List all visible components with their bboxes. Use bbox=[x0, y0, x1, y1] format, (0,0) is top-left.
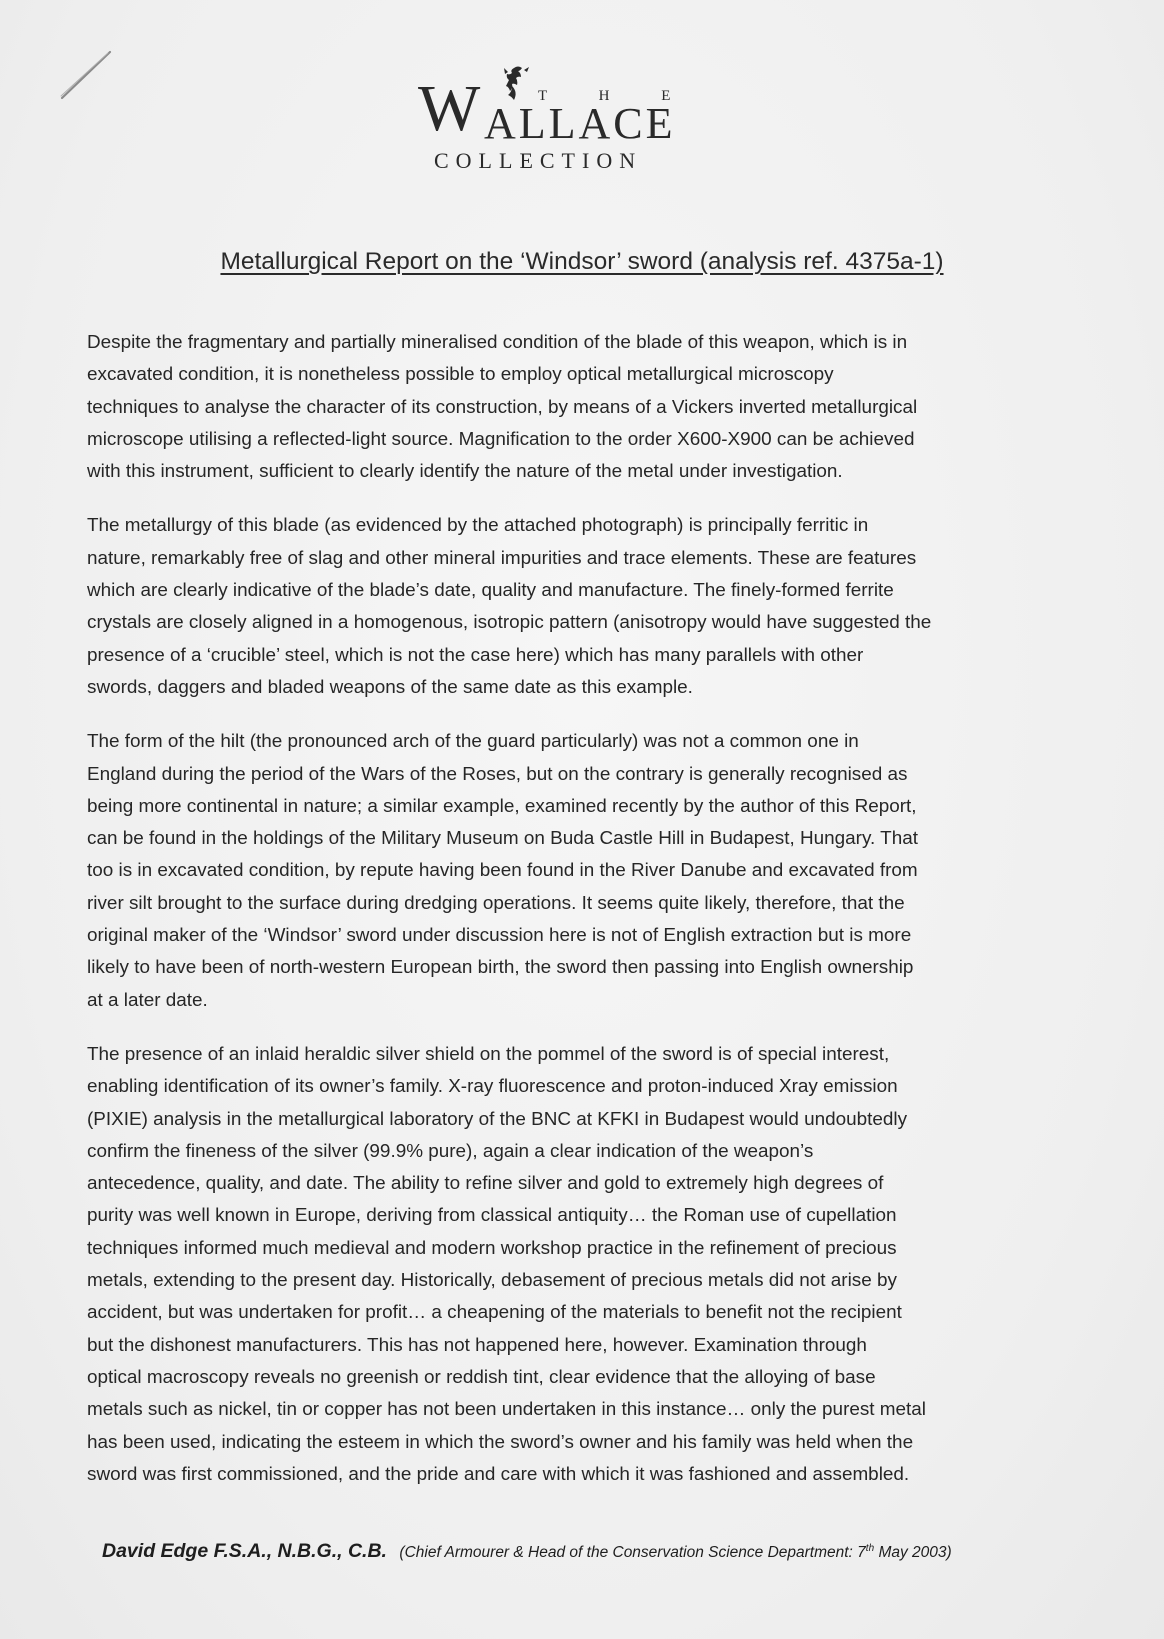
paragraph-2 bbox=[87, 510, 1087, 704]
text-line: presence of a ‘crucible’ steel, which is not the case here) which has many parallels with other bbox=[87, 644, 864, 666]
text-line: nature, remarkably free of slag and other mineral impurities and trace elements. These are features bbox=[87, 547, 917, 569]
text-line: with this instrument, sufficient to clearly identify the nature of the metal under investigation. bbox=[87, 461, 843, 483]
text-line: (PIXIE) analysis in the metallurgical laboratory of the BNC at KFKI in Budapest would undoubtedly bbox=[87, 1108, 908, 1130]
text-line: The metallurgy of this blade (as evidenced by the attached photograph) is principally ferritic in bbox=[87, 515, 869, 537]
logo-allace: ALLACE bbox=[484, 99, 676, 148]
logo-collection: COLLECTION bbox=[434, 148, 643, 173]
text-line: which are clearly indicative of the blade’s date, quality and manufacture. The finely-formed ferrite bbox=[87, 580, 894, 602]
text-line: excavated condition, it is nonetheless possible to employ optical metallurgical microscopy bbox=[87, 364, 834, 386]
text-line: England during the period of the Wars of the Roses, but on the contrary is generally recognised as bbox=[87, 763, 908, 785]
report-title-text: Metallurgical Report on the ‘Windsor’ sword (analysis ref. 4375a-1) bbox=[220, 248, 944, 275]
author-name: David Edge F.S.A., N.B.G., C.B. bbox=[102, 1540, 387, 1562]
text-line: Despite the fragmentary and partially mineralised condition of the blade of this weapon, which is in bbox=[87, 332, 908, 353]
logo-the: T H E bbox=[538, 88, 695, 104]
paragraph-3 bbox=[87, 726, 1087, 1017]
text-line: swords, daggers and bladed weapons of the same date as this example. bbox=[87, 676, 693, 698]
paragraph-4 bbox=[87, 1039, 1087, 1491]
pencil-mark bbox=[58, 48, 118, 108]
text-line: metals such as nickel, tin or copper has not been undertaken in this instance… only the purest metal bbox=[87, 1399, 927, 1421]
report-body bbox=[87, 327, 1087, 1513]
text-line: optical macroscopy reveals no greenish or reddish tint, clear evidence that the alloying of base bbox=[87, 1366, 876, 1388]
author-role bbox=[399, 1544, 951, 1561]
text-line: original maker of the ‘Windsor’ sword under discussion here is not of English extraction but is more bbox=[87, 925, 912, 947]
text-line: crystals are closely aligned in a homogenous, isotropic pattern (anisotropy would have suggested the bbox=[87, 612, 932, 634]
text-line: too is in excavated condition, by repute having been found in the River Danube and excavated from bbox=[87, 860, 918, 882]
report-title bbox=[0, 247, 1164, 277]
text-line: has been used, indicating the esteem in which the sword’s owner and his family was held when the bbox=[87, 1431, 914, 1453]
ordinal-suffix: th bbox=[865, 1542, 875, 1554]
text-line: but the dishonest manufacturers. This has not happened here, however. Examination through bbox=[87, 1334, 867, 1356]
text-line: accident, but was undertaken for profit… a cheapening of the materials to benefit not the recipient bbox=[87, 1302, 902, 1324]
text-line: metals, extending to the present day. Historically, debasement of precious metals did not arise by bbox=[87, 1270, 897, 1292]
author-role-text: (Chief Armourer & Head of the Conservation Science Department: 7 bbox=[399, 1544, 866, 1561]
text-line: likely to have been of north-western European birth, the sword then passing into English ownership bbox=[87, 957, 914, 979]
signature-block bbox=[102, 1540, 1102, 1563]
text-line: The presence of an inlaid heraldic silver shield on the pommel of the sword is of special interest, bbox=[87, 1043, 890, 1065]
text-line: techniques informed much medieval and modern workshop practice in the refinement of precious bbox=[87, 1237, 897, 1259]
text-line: techniques to analyse the character of its construction, by means of a Vickers inverted metallurgical bbox=[87, 396, 918, 418]
text-line: being more continental in nature; a similar example, examined recently by the author of this Report, bbox=[87, 795, 917, 817]
text-line: The form of the hilt (the pronounced arch of the guard particularly) was not a common one in bbox=[87, 731, 859, 753]
text-line: at a later date. bbox=[87, 989, 208, 1011]
text-line: enabling identification of its owner’s family. X-ray fluorescence and proton-induced Xray emission bbox=[87, 1076, 898, 1098]
text-line: microscope utilising a reflected-light source. Magnification to the order X600-X900 can be achieved bbox=[87, 428, 915, 450]
text-line: confirm the fineness of the silver (99.9% pure), again a clear indication of the weapon’s bbox=[87, 1140, 814, 1162]
text-line: purity was well known in Europe, deriving from classical antiquity… the Roman use of cupellation bbox=[87, 1205, 897, 1227]
text-line: antecedence, quality, and date. The ability to refine silver and gold to extremely high degrees of bbox=[87, 1173, 884, 1195]
text-line: can be found in the holdings of the Military Museum on Buda Castle Hill in Budapest, Hungary. That bbox=[87, 828, 918, 850]
author-role-date: May 2003) bbox=[874, 1544, 952, 1561]
paragraph-1 bbox=[87, 327, 1087, 488]
wallace-collection-logo bbox=[418, 64, 695, 176]
logo-w: W bbox=[418, 72, 481, 145]
text-line: river silt brought to the surface during dredging operations. It seems quite likely, therefore, that the bbox=[87, 892, 905, 914]
text-line: sword was first commissioned, and the pride and care with which it was fashioned and assembled. bbox=[87, 1463, 910, 1485]
